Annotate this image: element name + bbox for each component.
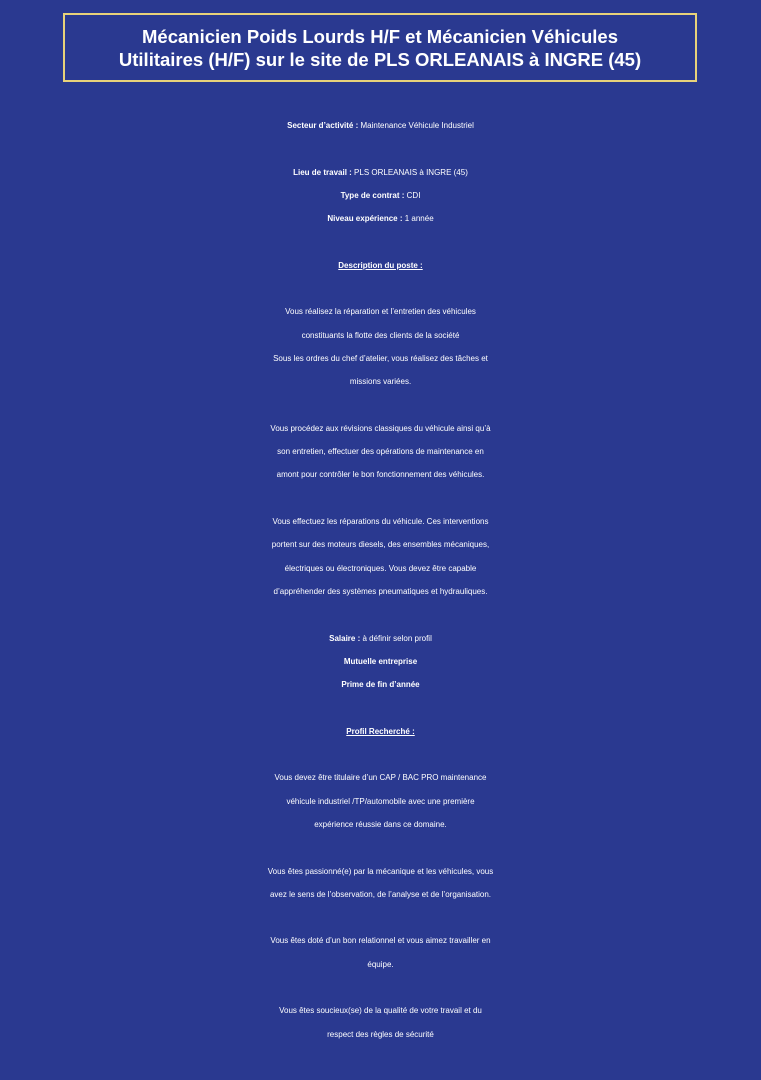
spacer	[0, 696, 761, 719]
contrat-value: CDI	[404, 190, 421, 200]
profil-p4-line: Vous êtes soucieux(se) de la qualité de votre travail et du	[279, 1006, 482, 1016]
description-p3-line: d’appréhender des systèmes pneumatiques et hydrauliques.	[273, 586, 488, 596]
spacer	[0, 487, 761, 510]
profil-p3-line: équipe.	[367, 959, 394, 969]
description-p2-line: amont pour contrôler le bon fonctionnement des véhicules.	[276, 470, 485, 480]
spacer	[0, 976, 761, 999]
mutuelle-text: Mutuelle entreprise	[343, 656, 418, 666]
description-heading: Description du poste :	[338, 260, 423, 270]
job-title-line-2: Utilitaires (H/F) sur le site de PLS ORLEANAIS à INGRE (45)	[118, 48, 642, 70]
spacer	[0, 743, 761, 766]
lieu-label: Lieu de travail :	[293, 167, 352, 177]
salaire-label: Salaire :	[329, 633, 361, 643]
description-p1-line: Sous les ordres du chef d’atelier, vous réalisez des tâches et	[273, 353, 488, 363]
experience-label: Niveau expérience :	[327, 214, 403, 224]
description-p1-line: missions variées.	[349, 377, 412, 387]
lieu-row	[0, 161, 761, 184]
salaire-row	[0, 627, 761, 650]
secteur-row	[0, 114, 761, 137]
spacer	[0, 836, 761, 859]
secteur-label: Secteur d’activité :	[287, 121, 359, 130]
prime-text: Prime de fin d’année	[341, 680, 420, 690]
description-p2-line: son entretien, effectuer des opérations de maintenance en	[277, 447, 484, 457]
contrat-label: Type de contrat :	[340, 190, 405, 200]
profil-p1-line: véhicule industriel /TP/automobile avec une première	[286, 796, 475, 806]
job-title-box	[63, 13, 697, 82]
description-p1-line: Vous réalisez la réparation et l’entretien des véhicules	[285, 307, 476, 317]
experience-row	[0, 207, 761, 230]
description-p1-line: constituants la flotte des clients de la société	[301, 330, 460, 340]
profil-p1-line: expérience réussie dans ce domaine.	[314, 819, 447, 829]
experience-value: 1 année	[402, 214, 434, 224]
spacer	[0, 230, 761, 253]
contrat-row	[0, 184, 761, 207]
salaire-value: à définir selon profil	[360, 633, 432, 643]
profil-p3-line: Vous êtes doté d’un bon relationnel et vous aimez travailler en	[270, 936, 491, 946]
spacer	[0, 277, 761, 300]
profil-heading: Profil Recherché :	[346, 726, 415, 736]
secteur-value: Maintenance Véhicule Industriel	[358, 121, 474, 130]
description-p3-line: électriques ou électroniques. Vous devez être capable	[284, 563, 477, 573]
spacer	[0, 603, 761, 626]
profil-p4-line: respect des règles de sécurité	[327, 1029, 434, 1039]
spacer	[0, 394, 761, 417]
description-p2-line: Vous procédez aux révisions classiques du véhicule ainsi qu’à	[270, 423, 491, 433]
job-title-line-1: Mécanicien Poids Lourds H/F et Mécanicien Véhicules	[142, 25, 618, 47]
spacer	[0, 137, 761, 160]
description-p3-line: Vous effectuez les réparations du véhicule. Ces interventions	[272, 517, 489, 527]
profil-p2-line: avez le sens de l’observation, de l’analyse et de l’organisation.	[269, 889, 492, 899]
description-p3-line: portent sur des moteurs diesels, des ensembles mécaniques,	[271, 540, 490, 550]
profil-p2-line: Vous êtes passionné(e) par la mécanique et les véhicules, vous	[267, 866, 494, 876]
job-content	[0, 114, 761, 1046]
spacer	[0, 906, 761, 929]
profil-p1-line: Vous devez être titulaire d’un CAP / BAC PRO maintenance	[274, 773, 487, 783]
lieu-value: PLS ORLEANAIS à INGRE (45)	[351, 167, 468, 177]
